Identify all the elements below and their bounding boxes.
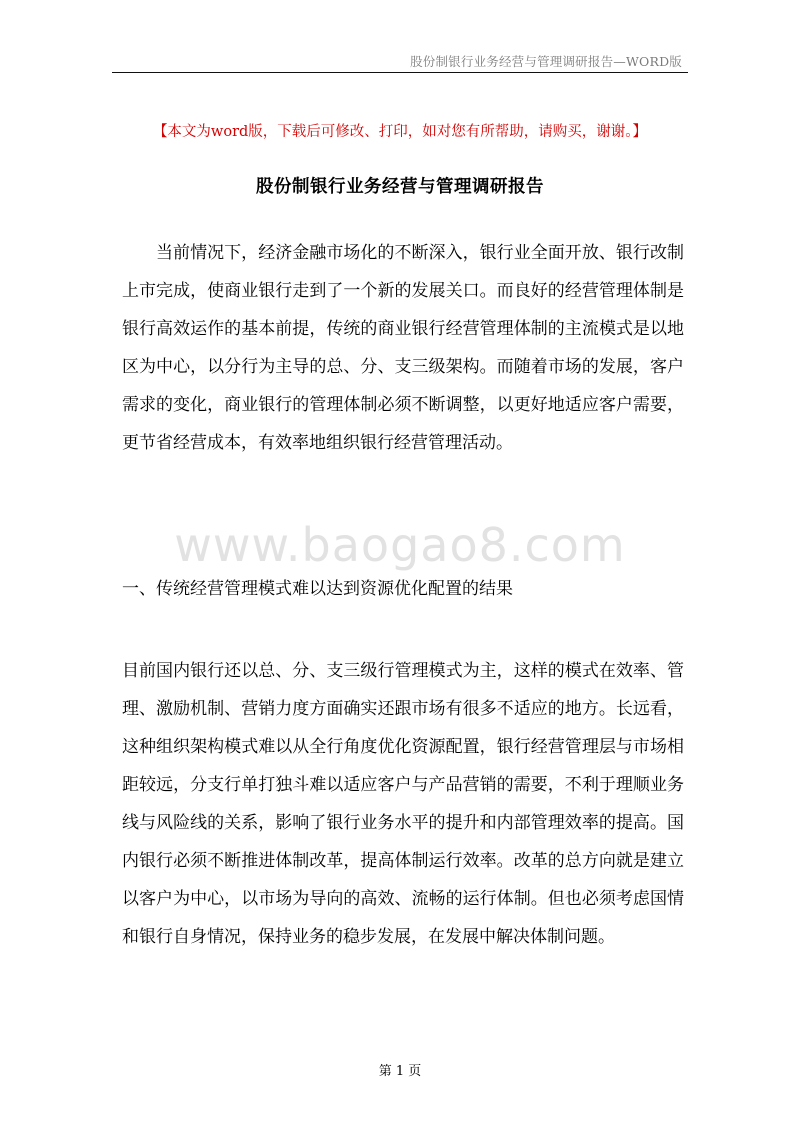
paragraph-section-1: 目前国内银行还以总、分、支三级行管理模式为主，这样的模式在效率、管理、激励机制、营销力度方面确实还跟市场有很多不适应的地方。长远看，这种组织架构模式难以从全行角度优化资源配置，银行经营管理层与市场相距较远，分支行单打独斗难以适应客户与产品营销的需要，不利于理顺业务线与风险线的关系，影响了银行业务水平的提升和内部管理效率的提高。国内银行必须不断推进体制改革，提高体制运行效率。改革的总方向就是建立以客户为中心，以市场为导向的高效、流畅的运行体制。但也必须考虑国情和银行自身情况，保持业务的稳步发展，在发展中解决体制问题。 [122, 661, 684, 947]
watermark: www.baogao8.com [174, 518, 626, 572]
page-number: 第 1 页 [378, 1064, 422, 1079]
document-title: 股份制银行业务经营与管理调研报告 [256, 177, 544, 197]
section-heading-1: 一、传统经营管理模式难以达到资源优化配置的结果 [122, 579, 513, 599]
running-header: 股份制银行业务经营与管理调研报告—WORD版 [410, 54, 682, 69]
download-notice: 【本文为word版，下载后可修改、打印，如对您有所帮助，请购买，谢谢。】 [152, 124, 648, 140]
header-rule [112, 72, 688, 73]
paragraph-intro: 当前情况下，经济金融市场化的不断深入，银行业全面开放、银行改制上市完成，使商业银行走到了一个新的发展关口。而良好的经营管理体制是银行高效运作的基本前提，传统的商业银行经营管理体制的主流模式是以地区为中心，以分行为主导的总、分、支三级架构。而随着市场的发展，客户需求的变化，商业银行的管理体制必须不断调整，以更好地适应客户需要，更节省经营成本，有效率地组织银行经营管理活动。 [122, 243, 684, 453]
